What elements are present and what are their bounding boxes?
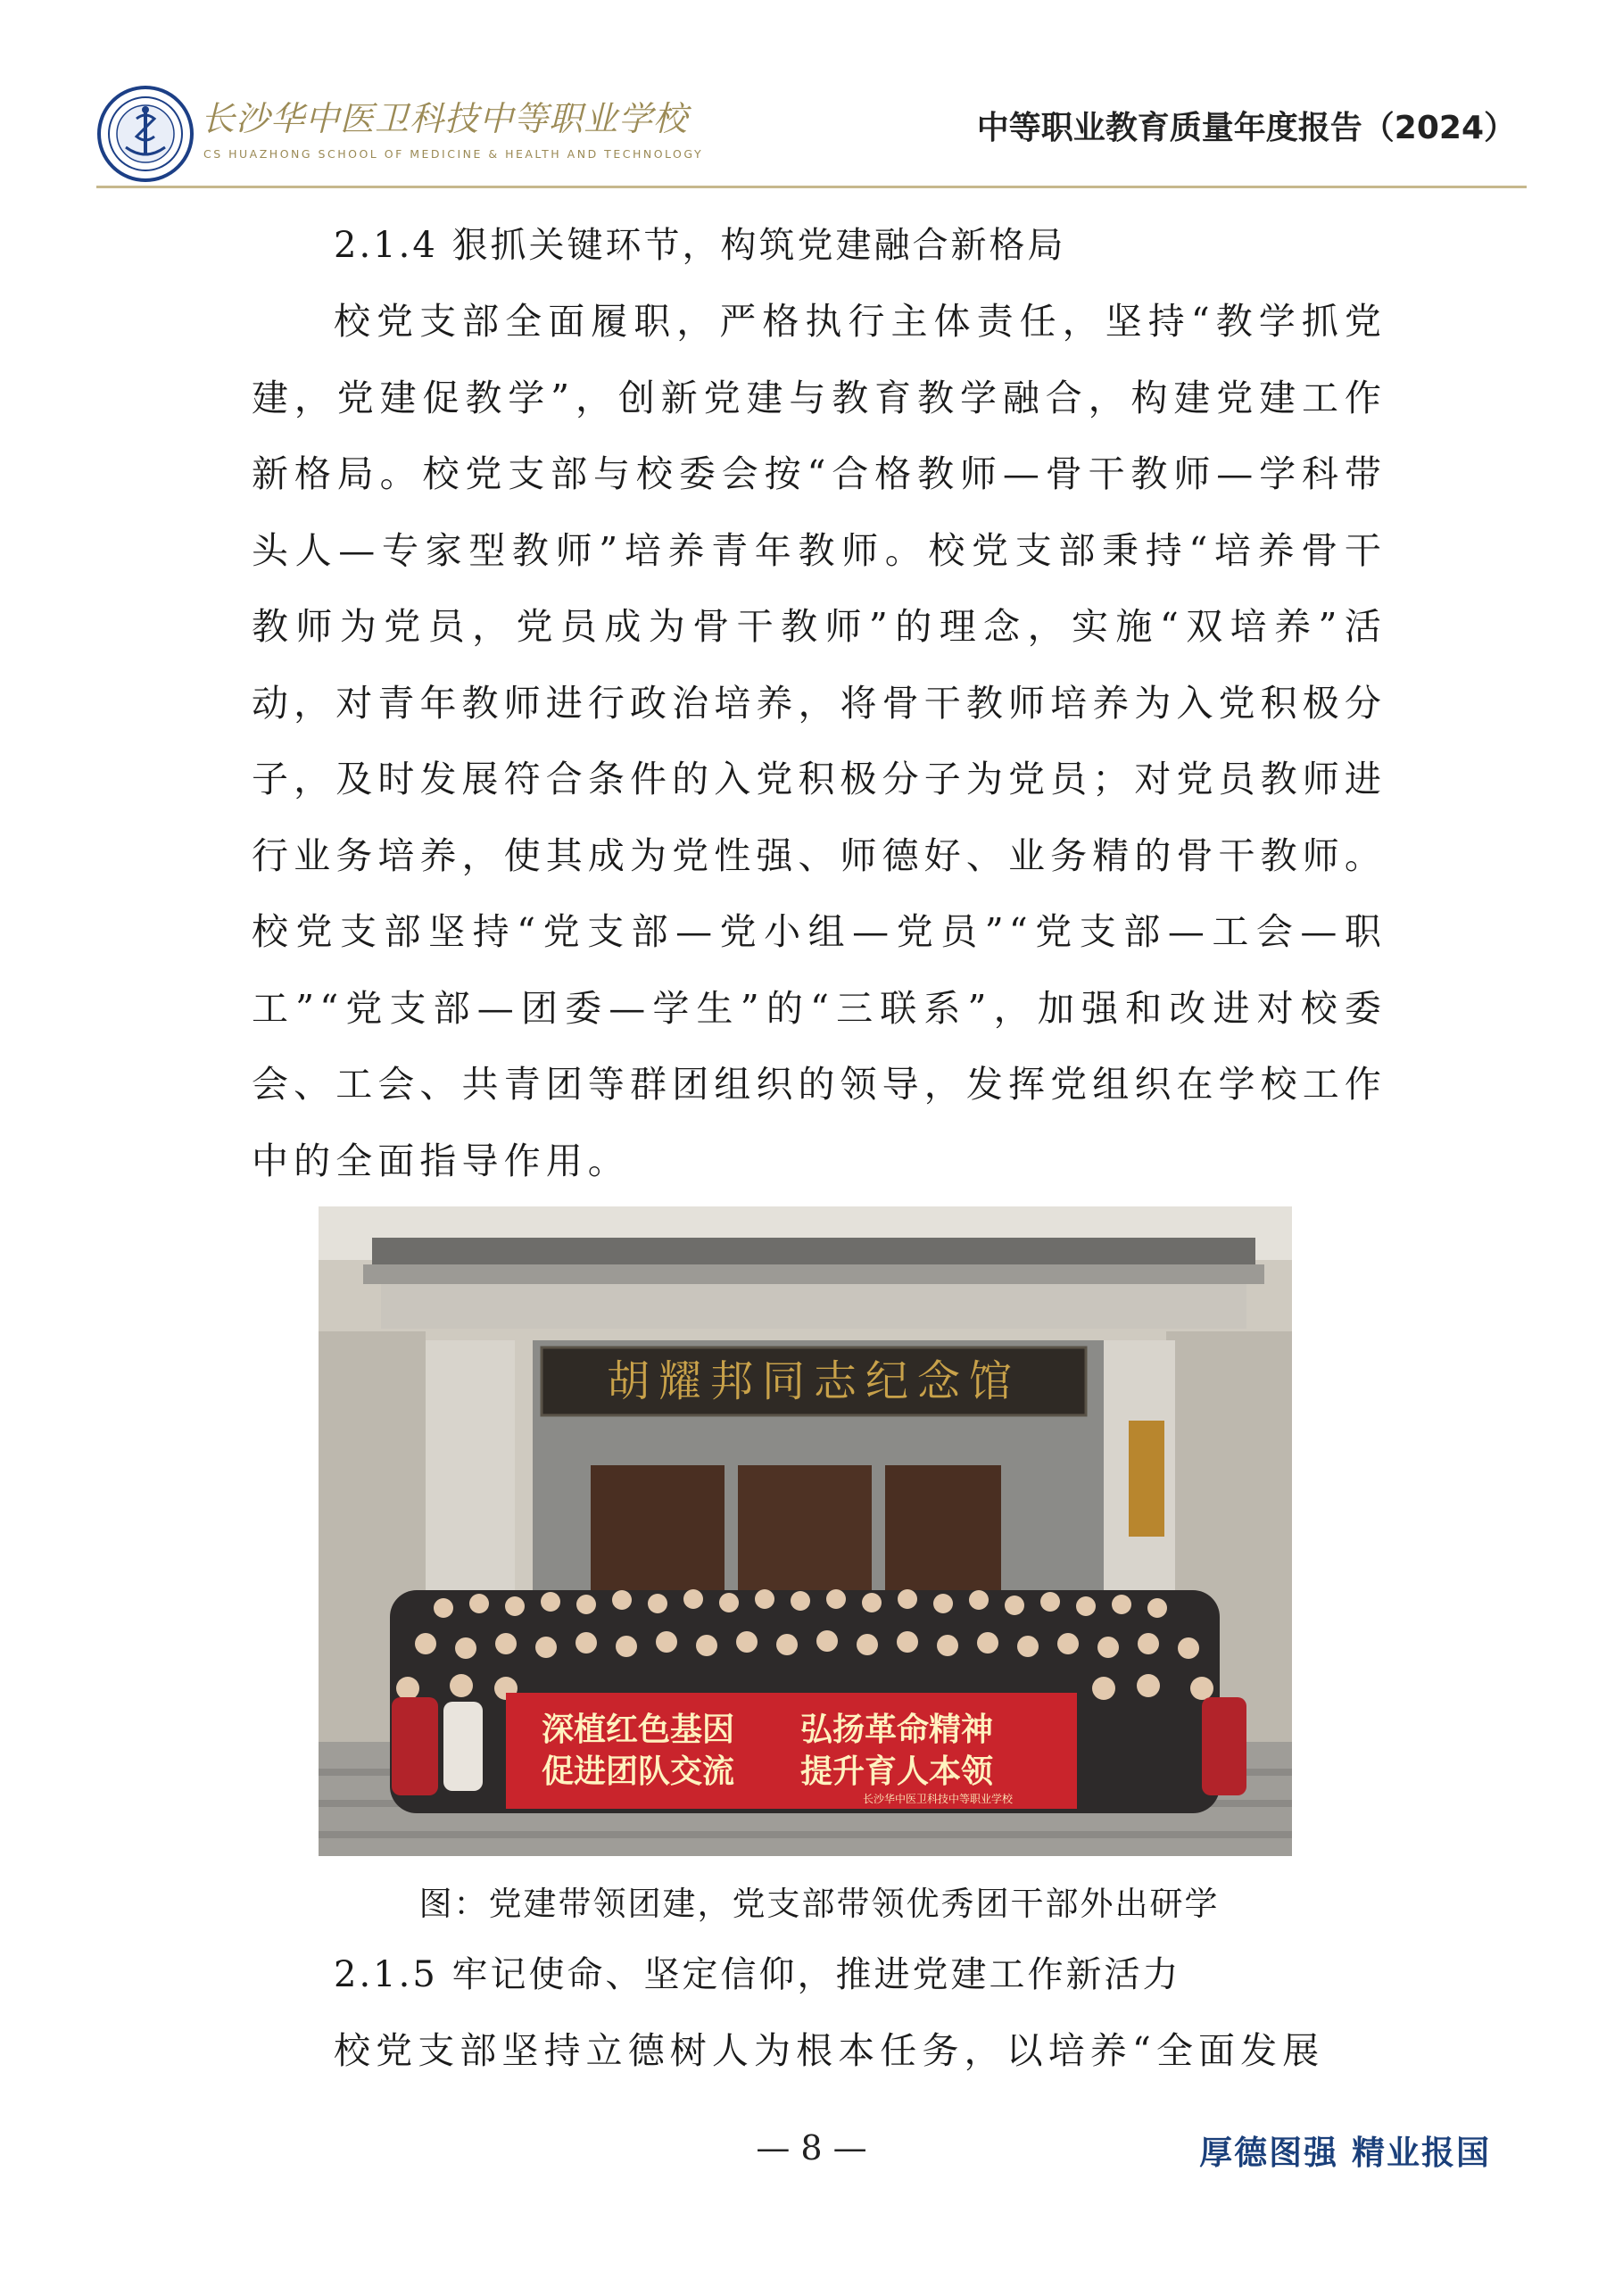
school-name-en: CS HUAZHONG SCHOOL OF MEDICINE & HEALTH AND TECHNOLOGY (203, 147, 704, 161)
report-title: 中等职业教育质量年度报告（2024） (976, 110, 1516, 146)
group-photo (319, 1206, 1292, 1856)
banner-line2-right: 提升育人本领 (800, 1753, 994, 1790)
banner-line1-left: 深植红色基因 (542, 1712, 735, 1748)
group-photo-image (319, 1206, 1292, 1856)
banner-line1-right: 弘扬革命精神 (800, 1712, 994, 1748)
section-heading: 2.1.5 牢记使命、坚定信仰，推进党建工作新活力 (334, 1954, 1181, 1995)
section-2-1-4 (252, 207, 1387, 1199)
school-motto: 厚德图强 精业报国 (1199, 2134, 1491, 2172)
photo-caption: 图：党建带领团建，党支部带领优秀团干部外出研学 (418, 1885, 1220, 1923)
memorial-plaque: 胡耀邦同志纪念馆 (606, 1356, 1022, 1406)
section-paragraph: 校党支部坚持立德树人为根本任务，以培养“全面发展 (334, 2029, 1325, 2072)
school-logo-seal (96, 85, 195, 183)
page-number: — 8 — (756, 2128, 867, 2168)
header-divider (96, 186, 1527, 188)
section-heading: 2.1.4 狠抓关键环节，构筑党建融合新格局 (334, 225, 1066, 266)
banner-line2-left: 促进团队交流 (542, 1753, 735, 1790)
banner-subtitle: 长沙华中医卫科技中等职业学校 (863, 1793, 1014, 1805)
section-paragraph: 校党支部全面履职，严格执行主体责任，坚持“教学抓党建，党建促教学”，创新党建与教育教学融合，构建党建工作新格局。校党支部与校委会按“合格教师—骨干教师—学科带头人—专家型教师”培养青年教师。校党支部秉持“培养骨干教师为党员，党员成为骨干教师”的理念，实施“双培养”活动，对青年教师进行政治培养，将骨干教师培养为入党积极分子，及时发展符合条件的入党积极分子为党员；对党员教师进行业务培养，使其成为党性强、师德好、业务精的骨干教师。校党支部坚持“党支部—党小组—党员”“党支部—工会—职工”“党支部—团委—学生”的“三联系”，加强和改进对校委会、工会、共青团等群团组织的领导，发挥党组织在学校工作中的全面指导作用。 (252, 300, 1387, 1182)
page-header (0, 0, 1623, 178)
section-2-1-5 (252, 1936, 1387, 2090)
school-name-cn: 长沙华中医卫科技中等职业学校 (201, 99, 689, 138)
